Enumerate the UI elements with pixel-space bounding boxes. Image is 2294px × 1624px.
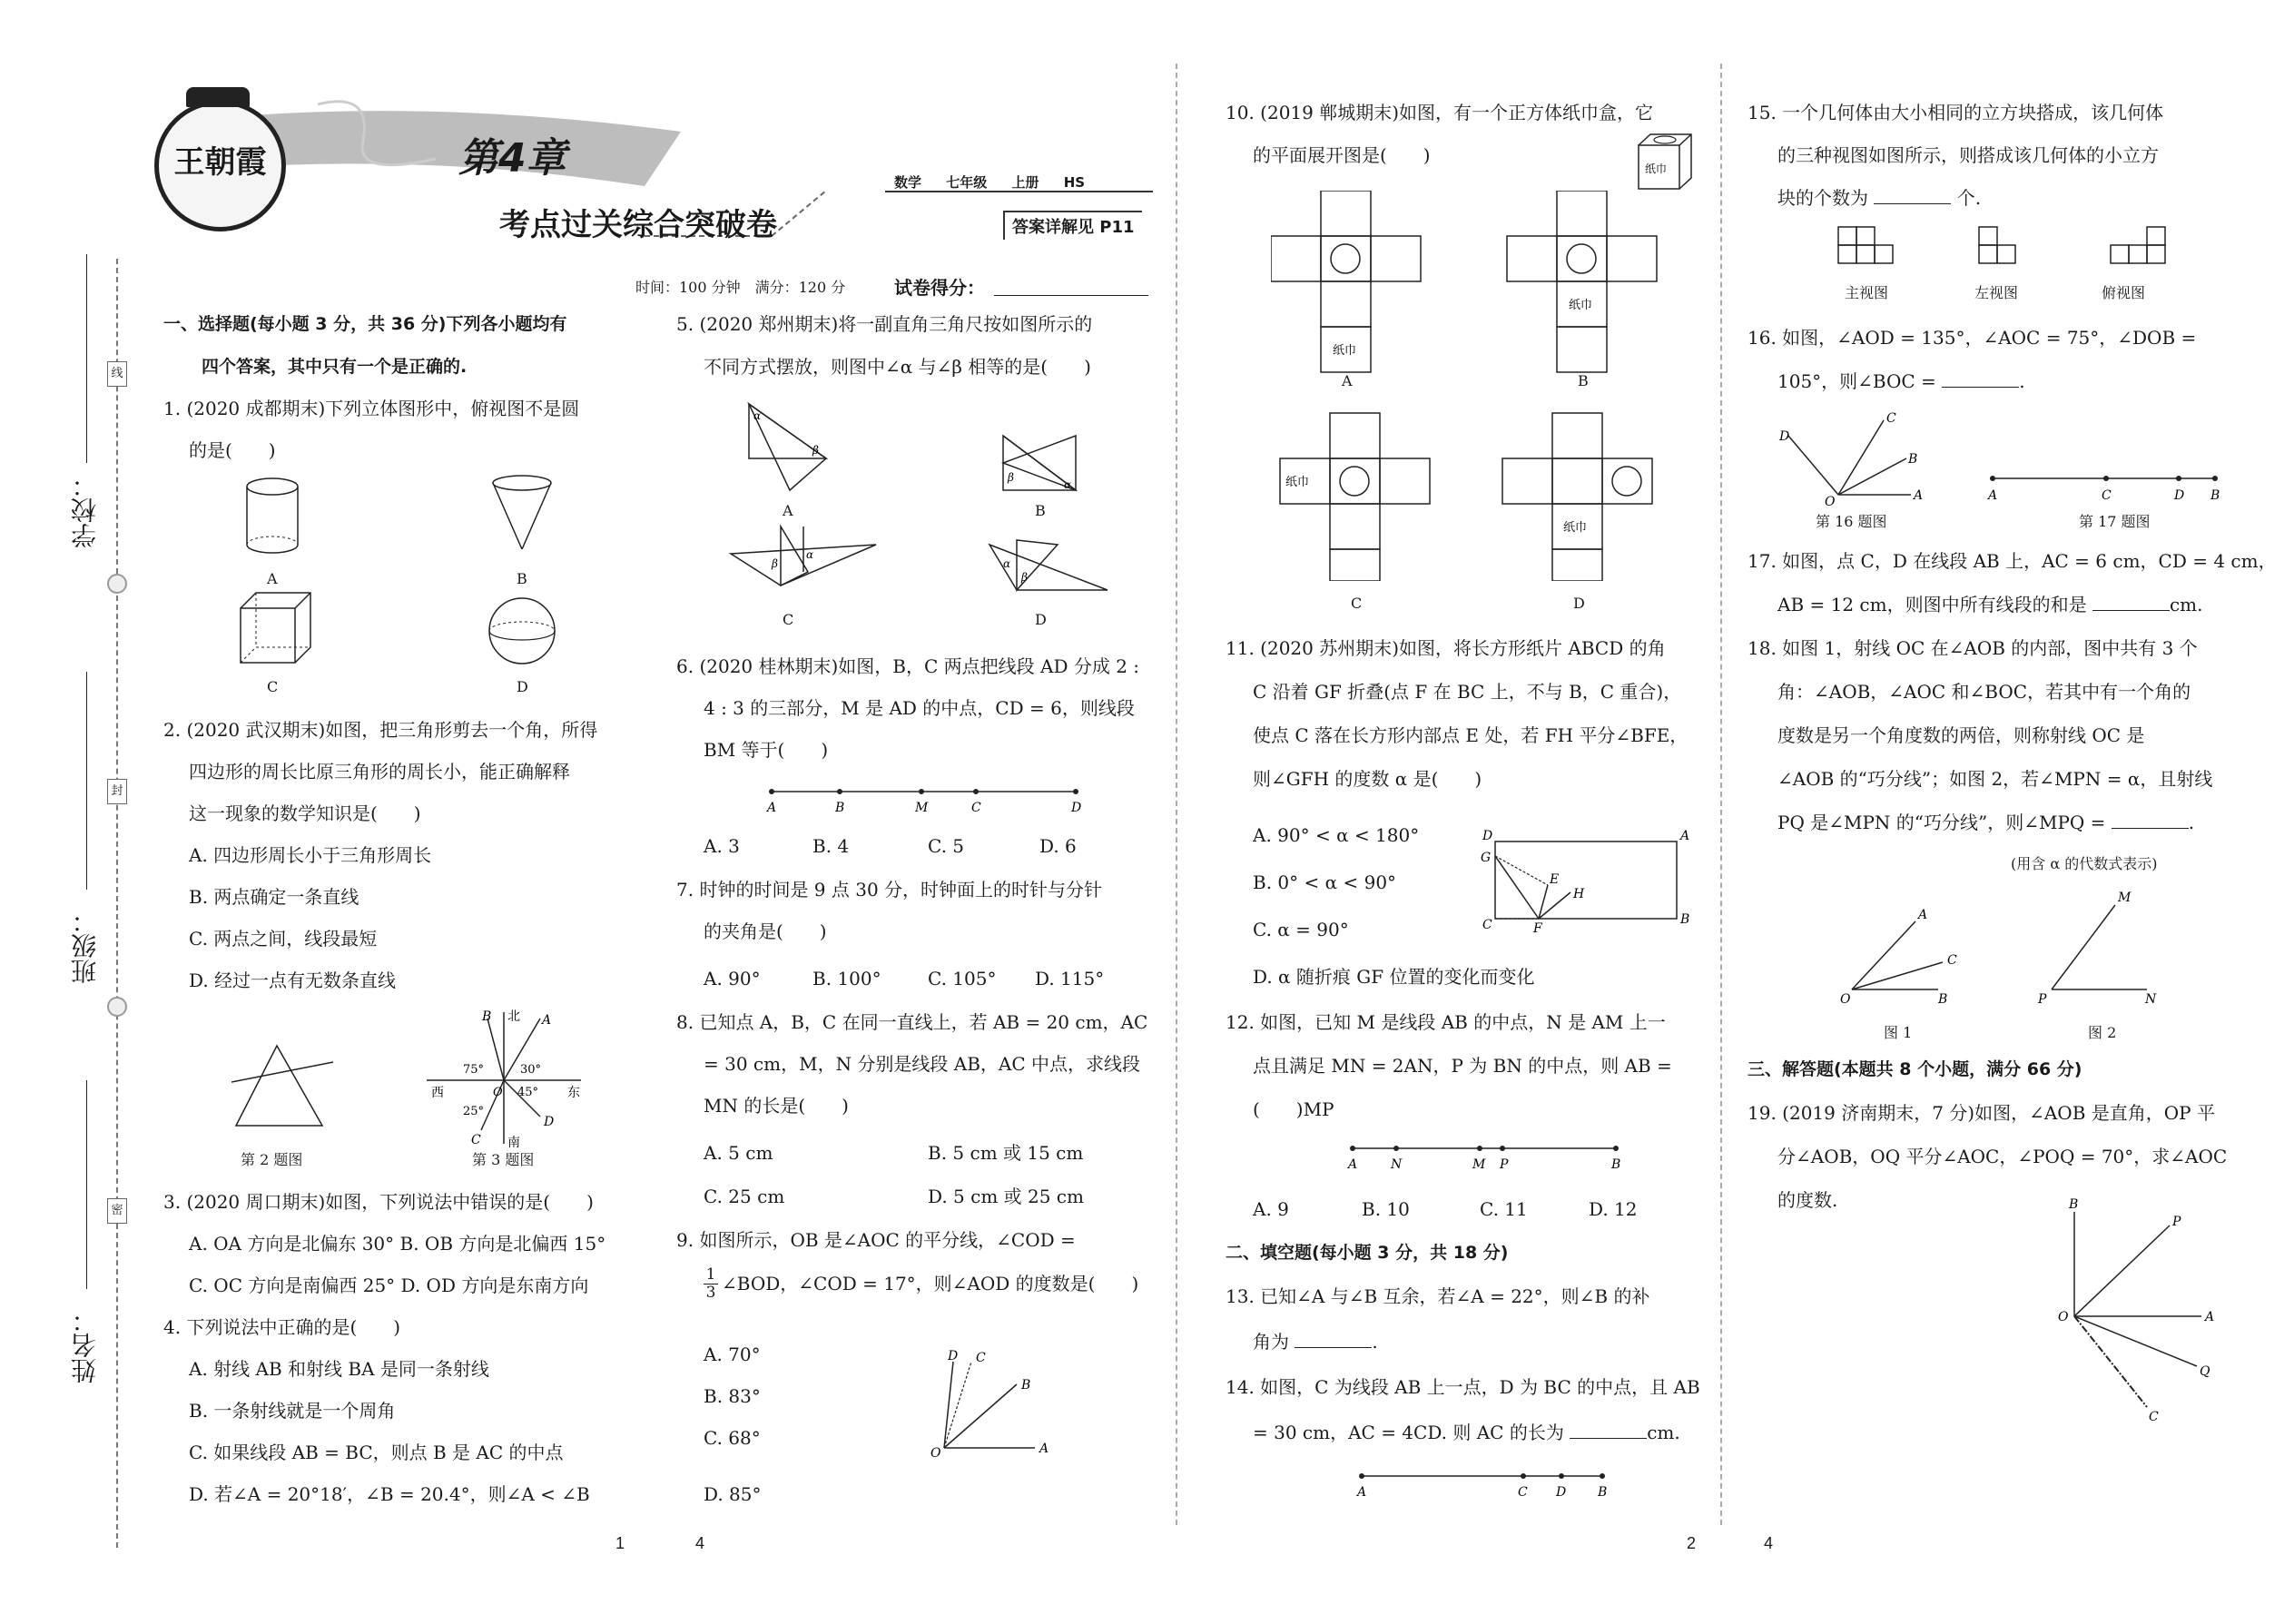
q8-option-c[interactable]: C. 25 cm bbox=[704, 1186, 785, 1207]
q7-option-b[interactable]: B. 100° bbox=[812, 968, 881, 989]
q11-stem: 11. (2020 苏州期末)如图，将长方形纸片 ABCD 的角 bbox=[1226, 637, 1666, 659]
q11-option-d[interactable]: D. α 随折痕 GF 位置的变化而变化 bbox=[1253, 966, 1535, 988]
q11-option-a[interactable]: A. 90° < α < 180° bbox=[1253, 824, 1420, 846]
q18-figure-1 bbox=[1829, 899, 1993, 1017]
svg-text:A: A bbox=[1348, 1157, 1358, 1172]
svg-text:C: C bbox=[1518, 1485, 1528, 1500]
q6-option-a[interactable]: A. 3 bbox=[704, 835, 740, 857]
q4-stem: 4. 下列说法中正确的是( ) bbox=[163, 1316, 401, 1338]
q7-option-d[interactable]: D. 115° bbox=[1035, 968, 1105, 989]
view-front-caption: 主视图 bbox=[1845, 284, 1889, 301]
q3-stem: 3. (2020 周口期末)如图，下列说法中错误的是( ) bbox=[163, 1191, 594, 1213]
svg-text:纸巾: 纸巾 bbox=[1645, 162, 1668, 175]
section-3-heading: 三、解答题(本题共 8 个小题，满分 66 分) bbox=[1748, 1059, 2082, 1079]
svg-text:α: α bbox=[1064, 478, 1072, 491]
svg-text:D: D bbox=[1556, 1485, 1567, 1500]
svg-text:G: G bbox=[1481, 851, 1492, 865]
page-number-left: 1 bbox=[615, 1534, 625, 1552]
q15-stem-2: 的三种视图如图所示，则搭成该几何体的小立方 bbox=[1777, 144, 2159, 166]
q4-option-a[interactable]: A. 射线 AB 和射线 BA 是同一条射线 bbox=[189, 1358, 489, 1380]
svg-text:75°: 75° bbox=[463, 1063, 485, 1077]
q1-label-a: A bbox=[267, 570, 278, 587]
paper-title: 考点过关综合突破卷 bbox=[499, 207, 777, 243]
svg-text:D: D bbox=[948, 1349, 959, 1363]
q1-stem-2: 的是( ) bbox=[189, 439, 276, 461]
q9-option-d[interactable]: D. 85° bbox=[704, 1483, 762, 1505]
svg-text:45°: 45° bbox=[517, 1086, 539, 1099]
q18-answer-blank[interactable] bbox=[2112, 812, 2189, 829]
q2-stem-2: 四边形的周长比原三角形的周长小，能正确解释 bbox=[189, 761, 570, 782]
svg-text:A: A bbox=[1918, 908, 1928, 922]
svg-text:α: α bbox=[806, 548, 814, 561]
svg-text:B: B bbox=[835, 801, 845, 815]
fig3-caption: 第 3 题图 bbox=[472, 1151, 535, 1168]
svg-text:α: α bbox=[753, 409, 762, 422]
tag-volume: 上册 bbox=[1011, 174, 1039, 191]
q14-stem: 14. 如图，C 为线段 AB 上一点，D 为 BC 的中点，且 AB bbox=[1226, 1376, 1700, 1398]
fig2-caption: 第 2 题图 bbox=[241, 1151, 303, 1168]
q12-stem: 12. 如图，已知 M 是线段 AB 的中点，N 是 AM 上一 bbox=[1226, 1011, 1666, 1033]
subject-tags bbox=[894, 172, 1085, 192]
view-top-caption: 俯视图 bbox=[2102, 284, 2146, 301]
q5-label-a: A bbox=[783, 502, 793, 519]
q7-option-a[interactable]: A. 90° bbox=[704, 968, 761, 989]
svg-text:A: A bbox=[2205, 1310, 2215, 1324]
svg-text:C: C bbox=[471, 1133, 481, 1147]
svg-text:A: A bbox=[542, 1013, 552, 1028]
svg-text:B: B bbox=[1598, 1485, 1608, 1500]
svg-text:M: M bbox=[915, 801, 929, 815]
svg-text:纸巾: 纸巾 bbox=[1563, 521, 1588, 535]
binding-line bbox=[116, 259, 118, 1548]
svg-text:B: B bbox=[2069, 1197, 2079, 1212]
svg-text:C: C bbox=[1482, 918, 1492, 932]
tag-subject: 数学 bbox=[894, 174, 922, 191]
page-number-right-2: 4 bbox=[1764, 1534, 1774, 1552]
svg-text:C: C bbox=[2149, 1410, 2159, 1424]
svg-text:N: N bbox=[1391, 1157, 1403, 1172]
q12-option-a[interactable]: A. 9 bbox=[1253, 1198, 1289, 1220]
q6-stem-2: 4 : 3 的三部分，M 是 AD 的中点，CD = 6，则线段 bbox=[704, 697, 1135, 719]
q11-stem-3: 使点 C 落在长方形内部点 E 处，若 FH 平分∠BFE， bbox=[1253, 724, 1689, 746]
seal-mark-1: 线 bbox=[107, 361, 127, 387]
school-label: 学校： bbox=[70, 472, 100, 548]
svg-text:南: 南 bbox=[507, 1136, 520, 1150]
svg-text:P: P bbox=[2038, 992, 2047, 1007]
section-1-heading: 一、选择题(每小题 3 分，共 36 分)下列各小题均有 bbox=[163, 314, 567, 334]
svg-text:M: M bbox=[2118, 891, 2132, 905]
svg-text:纸巾: 纸巾 bbox=[1569, 299, 1593, 312]
tissue-box-figure bbox=[1634, 127, 1698, 195]
q8-stem-2: = 30 cm，M，N 分别是线段 AB，AC 中点，求线段 bbox=[704, 1053, 1141, 1075]
q5-label-c: C bbox=[783, 611, 794, 628]
q7-stem: 7. 时钟的时间是 9 点 30 分，时钟面上的时针与分针 bbox=[676, 879, 1103, 901]
q18-stem-4: ∠AOB 的“巧分线”；如图 2，若∠MPN = α，且射线 bbox=[1777, 768, 2213, 790]
svg-text:A: A bbox=[1914, 488, 1924, 503]
q5-figures bbox=[726, 390, 1144, 608]
svg-text:D: D bbox=[1482, 829, 1493, 843]
q2-option-c[interactable]: C. 两点之间，线段最短 bbox=[189, 928, 378, 950]
subject-tags-line bbox=[885, 191, 1153, 192]
q5-label-d: D bbox=[1035, 611, 1047, 628]
q8-stem-3: MN 的长是( ) bbox=[704, 1095, 849, 1117]
page-number-right: 2 bbox=[1687, 1534, 1697, 1552]
q5-label-b: B bbox=[1035, 502, 1046, 519]
q10-stem: 10. (2019 郸城期末)如图，有一个正方体纸巾盒，它 bbox=[1226, 102, 1654, 123]
q17-stem: 17. 如图，点 C，D 在线段 AB 上，AC = 6 cm，CD = 4 cm， bbox=[1748, 550, 2277, 572]
q11-stem-2: C 沿着 GF 折叠(点 F 在 BC 上，不与 B，C 重合)， bbox=[1253, 681, 1682, 703]
view-left-caption: 左视图 bbox=[1974, 284, 2019, 301]
q18-stem-2: 角：∠AOB，∠AOC 和∠BOC，若其中有一个角的 bbox=[1777, 681, 2191, 703]
svg-text:A: A bbox=[1680, 829, 1690, 843]
q10-label-a: A bbox=[1342, 372, 1353, 389]
q14-stem-2: = 30 cm，AC = 4CD. 则 AC 的长为 cm. bbox=[1253, 1422, 1680, 1443]
svg-text:O: O bbox=[2058, 1310, 2069, 1324]
q11-option-c[interactable]: C. α = 90° bbox=[1253, 919, 1349, 940]
svg-text:B: B bbox=[1021, 1378, 1031, 1393]
seal-mark-3: 密 bbox=[107, 1198, 127, 1224]
svg-text:C: C bbox=[971, 801, 981, 815]
column-divider bbox=[1720, 64, 1722, 1525]
svg-text:P: P bbox=[1500, 1157, 1509, 1172]
svg-text:B: B bbox=[1938, 992, 1948, 1007]
q2-option-a[interactable]: A. 四边形周长小于三角形周长 bbox=[189, 844, 432, 866]
q10-stem-2: 的平面展开图是( ) bbox=[1253, 144, 1431, 166]
name-field[interactable] bbox=[86, 1080, 87, 1289]
svg-text:N: N bbox=[2145, 992, 2157, 1007]
q7-stem-2: 的夹角是( ) bbox=[704, 920, 827, 942]
svg-text:M: M bbox=[1472, 1157, 1486, 1172]
chapter-title: 第4章 bbox=[458, 135, 566, 182]
q9-figure bbox=[917, 1343, 1062, 1471]
svg-text:30°: 30° bbox=[520, 1063, 542, 1077]
q11-option-b[interactable]: B. 0° < α < 90° bbox=[1253, 871, 1397, 893]
q9-option-b[interactable]: B. 83° bbox=[704, 1385, 761, 1407]
q10-label-d: D bbox=[1573, 595, 1585, 612]
name-label: 姓名： bbox=[70, 1307, 100, 1383]
q13-stem: 13. 已知∠A 与∠B 互余，若∠A = 22°，则∠B 的补 bbox=[1226, 1285, 1650, 1307]
q2-stem-3: 这一现象的数学知识是( ) bbox=[189, 802, 421, 824]
q11-stem-4: 则∠GFH 的度数 α 是( ) bbox=[1253, 768, 1482, 790]
q16-stem-2: 105°，则∠BOC = . bbox=[1777, 370, 2025, 392]
svg-text:O: O bbox=[1840, 992, 1851, 1007]
svg-text:D: D bbox=[1779, 429, 1790, 444]
q3-compass-figure bbox=[413, 1008, 595, 1153]
q6-option-c[interactable]: C. 5 bbox=[928, 835, 965, 857]
svg-text:B: B bbox=[1611, 1157, 1621, 1172]
svg-text:B: B bbox=[482, 1009, 492, 1024]
q19-stem-2: 分∠AOB，OQ 平分∠AOC，∠POQ = 70°，求∠AOC bbox=[1777, 1146, 2228, 1167]
class-field[interactable] bbox=[86, 672, 87, 890]
svg-text:C: C bbox=[1947, 953, 1957, 968]
score-label: 试卷得分： bbox=[894, 277, 985, 299]
q9-option-c[interactable]: C. 68° bbox=[704, 1427, 761, 1449]
column-divider bbox=[1176, 64, 1177, 1525]
score-field[interactable] bbox=[994, 295, 1148, 296]
svg-text:α: α bbox=[1003, 557, 1011, 570]
svg-text:F: F bbox=[1533, 921, 1542, 936]
section-1-heading-2: 四个答案，其中只有一个是正确的. bbox=[202, 357, 468, 377]
time-info: 时间：100 分钟 满分：120 分 bbox=[635, 279, 846, 296]
school-field[interactable] bbox=[86, 254, 87, 463]
q15-stem-3: 块的个数为 个. bbox=[1777, 187, 1982, 209]
svg-text:25°: 25° bbox=[463, 1105, 485, 1118]
q9-stem: 9. 如图所示，OB 是∠AOC 的平分线，∠COD = bbox=[676, 1229, 1076, 1251]
q15-views-figure bbox=[1834, 222, 2197, 277]
q9-fraction: 1 3 bbox=[704, 1266, 718, 1302]
q6-option-b[interactable]: B. 4 bbox=[812, 835, 850, 857]
section-2-heading: 二、填空题(每小题 3 分，共 18 分) bbox=[1226, 1243, 1509, 1263]
svg-text:O: O bbox=[493, 1086, 503, 1099]
fig18-2-caption: 图 2 bbox=[2088, 1024, 2117, 1041]
q6-segment-figure bbox=[763, 782, 1089, 819]
q14-answer-blank[interactable] bbox=[1570, 1422, 1647, 1439]
svg-text:纸巾: 纸巾 bbox=[1333, 344, 1357, 358]
q16-figure bbox=[1770, 404, 1925, 508]
q3-options-cd[interactable]: C. OC 方向是南偏西 25° D. OD 方向是东南方向 bbox=[189, 1275, 589, 1296]
svg-text:β: β bbox=[812, 444, 819, 457]
q8-option-b[interactable]: B. 5 cm 或 15 cm bbox=[928, 1142, 1084, 1164]
q17-stem-2: AB = 12 cm，则图中所有线段的和是 cm. bbox=[1777, 594, 2203, 615]
q10-label-b: B bbox=[1578, 372, 1589, 389]
q16-answer-blank[interactable] bbox=[1942, 370, 2019, 388]
svg-text:β: β bbox=[1021, 571, 1028, 584]
fig17-caption: 第 17 题图 bbox=[2079, 513, 2151, 530]
svg-text:A: A bbox=[767, 801, 777, 815]
q17-answer-blank[interactable] bbox=[2092, 594, 2170, 611]
q3-options-ab[interactable]: A. OA 方向是北偏东 30° B. OB 方向是北偏西 15° bbox=[189, 1233, 606, 1255]
class-label: 班级： bbox=[70, 908, 100, 984]
q2-option-d[interactable]: D. 经过一点有无数条直线 bbox=[189, 969, 397, 991]
q18-note: (用含 α 的代数式表示) bbox=[2011, 855, 2158, 872]
svg-text:北: 北 bbox=[507, 1009, 520, 1024]
svg-text:H: H bbox=[1573, 887, 1585, 901]
q8-option-d[interactable]: D. 5 cm 或 25 cm bbox=[928, 1186, 1084, 1207]
q17-segment-figure bbox=[1984, 468, 2224, 508]
q18-stem: 18. 如图 1，射线 OC 在∠AOB 的内部，图中共有 3 个 bbox=[1748, 637, 2198, 659]
svg-text:B: B bbox=[1680, 912, 1690, 927]
q10-label-c: C bbox=[1351, 595, 1363, 612]
svg-text:B: B bbox=[2210, 488, 2220, 503]
q8-option-a[interactable]: A. 5 cm bbox=[704, 1142, 773, 1164]
q13-stem-2: 角为 . bbox=[1253, 1331, 1378, 1353]
q9-option-a[interactable]: A. 70° bbox=[704, 1343, 761, 1365]
svg-text:B: B bbox=[1908, 452, 1918, 467]
tag-grade: 七年级 bbox=[946, 174, 988, 191]
q11-figure bbox=[1475, 822, 1702, 940]
svg-text:Q: Q bbox=[2200, 1364, 2210, 1379]
q12-segment-figure bbox=[1344, 1139, 1634, 1177]
tag-edition: HS bbox=[1063, 174, 1086, 191]
q9-stem-2: ∠BOD，∠COD = 17°，则∠AOD 的度数是( ) bbox=[722, 1273, 1139, 1294]
q19-stem-3: 的度数. bbox=[1777, 1189, 1838, 1211]
q6-stem: 6. (2020 桂林期末)如图，B，C 两点把线段 AD 分成 2 : bbox=[676, 655, 1140, 677]
fig16-caption: 第 16 题图 bbox=[1816, 513, 1887, 530]
svg-text:C: C bbox=[976, 1351, 986, 1365]
answer-ref: 答案详解见 P11 bbox=[1003, 211, 1142, 240]
q6-option-d[interactable]: D. 6 bbox=[1039, 835, 1077, 857]
fig18-1-caption: 图 1 bbox=[1884, 1024, 1913, 1041]
q10-nets-figure bbox=[1271, 191, 1670, 581]
q7-option-c[interactable]: C. 105° bbox=[928, 968, 997, 989]
q12-stem-2: 点且满足 MN = 2AN，P 为 BN 的中点，则 AB = bbox=[1253, 1055, 1672, 1077]
crown-icon bbox=[186, 87, 250, 107]
q12-option-d[interactable]: D. 12 bbox=[1589, 1198, 1638, 1220]
q19-figure bbox=[2047, 1194, 2229, 1430]
q19-stem: 19. (2019 济南期末，7 分)如图，∠AOB 是直角，OP 平 bbox=[1748, 1102, 2215, 1124]
q1-label-c: C bbox=[267, 678, 279, 695]
svg-text:O: O bbox=[930, 1446, 941, 1461]
q5-stem: 5. (2020 郑州期末)将一副直角三角尺按如图所示的 bbox=[676, 313, 1093, 335]
svg-text:A: A bbox=[1357, 1485, 1367, 1500]
q2-stem: 2. (2020 武汉期末)如图，把三角形剪去一个角，所得 bbox=[163, 719, 598, 741]
q15-stem: 15. 一个几何体由大小相同的立方块搭成，该几何体 bbox=[1748, 102, 2164, 123]
svg-text:西: 西 bbox=[431, 1086, 444, 1100]
svg-text:β: β bbox=[772, 557, 778, 570]
svg-text:β: β bbox=[1008, 471, 1014, 484]
q2-figure bbox=[231, 1035, 340, 1135]
q4-option-b[interactable]: B. 一条射线就是一个周角 bbox=[189, 1400, 396, 1422]
svg-text:A: A bbox=[1988, 488, 1998, 503]
q12-option-c[interactable]: C. 11 bbox=[1480, 1198, 1528, 1220]
q18-stem-3: 度数是另一个角度数的两倍，则称射线 OC 是 bbox=[1777, 724, 2145, 746]
ring-icon bbox=[107, 997, 127, 1017]
q18-figure-2 bbox=[2029, 885, 2183, 1017]
svg-text:C: C bbox=[1886, 411, 1896, 426]
ring-icon bbox=[107, 574, 127, 594]
svg-text:E: E bbox=[1550, 872, 1560, 887]
svg-text:东: 东 bbox=[567, 1086, 580, 1100]
svg-text:O: O bbox=[1825, 495, 1836, 508]
svg-text:D: D bbox=[1071, 801, 1082, 815]
q14-segment-figure bbox=[1353, 1467, 1616, 1508]
q6-stem-3: BM 等于( ) bbox=[704, 739, 829, 761]
q2-option-b[interactable]: B. 两点确定一条直线 bbox=[189, 886, 359, 908]
page-number-left-2: 4 bbox=[695, 1534, 705, 1552]
q13-answer-blank[interactable] bbox=[1295, 1331, 1372, 1348]
q1-label-d: D bbox=[517, 678, 528, 695]
svg-text:C: C bbox=[2102, 488, 2112, 503]
q15-answer-blank[interactable] bbox=[1874, 187, 1951, 204]
svg-text:D: D bbox=[2174, 488, 2185, 503]
q12-option-b[interactable]: B. 10 bbox=[1362, 1198, 1410, 1220]
q16-stem: 16. 如图，∠AOD = 135°，∠AOC = 75°，∠DOB = bbox=[1748, 327, 2197, 349]
svg-text:P: P bbox=[2172, 1215, 2181, 1229]
q18-stem-5: PQ 是∠MPN 的“巧分线”，则∠MPQ = . bbox=[1777, 812, 2195, 833]
q4-option-c[interactable]: C. 如果线段 AB = BC，则点 B 是 AC 的中点 bbox=[189, 1442, 564, 1463]
q12-stem-3: ( )MP bbox=[1253, 1098, 1334, 1120]
q1-stem: 1. (2020 成都期末)下列立体图形中，俯视图不是圆 bbox=[163, 398, 580, 419]
seal-mark-2: 封 bbox=[107, 779, 127, 804]
q1-label-b: B bbox=[517, 570, 527, 587]
svg-text:纸巾: 纸巾 bbox=[1285, 476, 1310, 489]
svg-text:D: D bbox=[544, 1115, 555, 1129]
svg-text:A: A bbox=[1039, 1442, 1049, 1456]
q4-option-d[interactable]: D. 若∠A = 20°18′，∠B = 20.4°，则∠A < ∠B bbox=[189, 1483, 590, 1505]
q8-stem: 8. 已知点 A，B，C 在同一直线上，若 AB = 20 cm，AC bbox=[676, 1011, 1148, 1033]
logo-seal: 王朝霞 bbox=[154, 100, 286, 231]
q5-stem-2: 不同方式摆放，则图中∠α 与∠β 相等的是( ) bbox=[704, 356, 1091, 378]
